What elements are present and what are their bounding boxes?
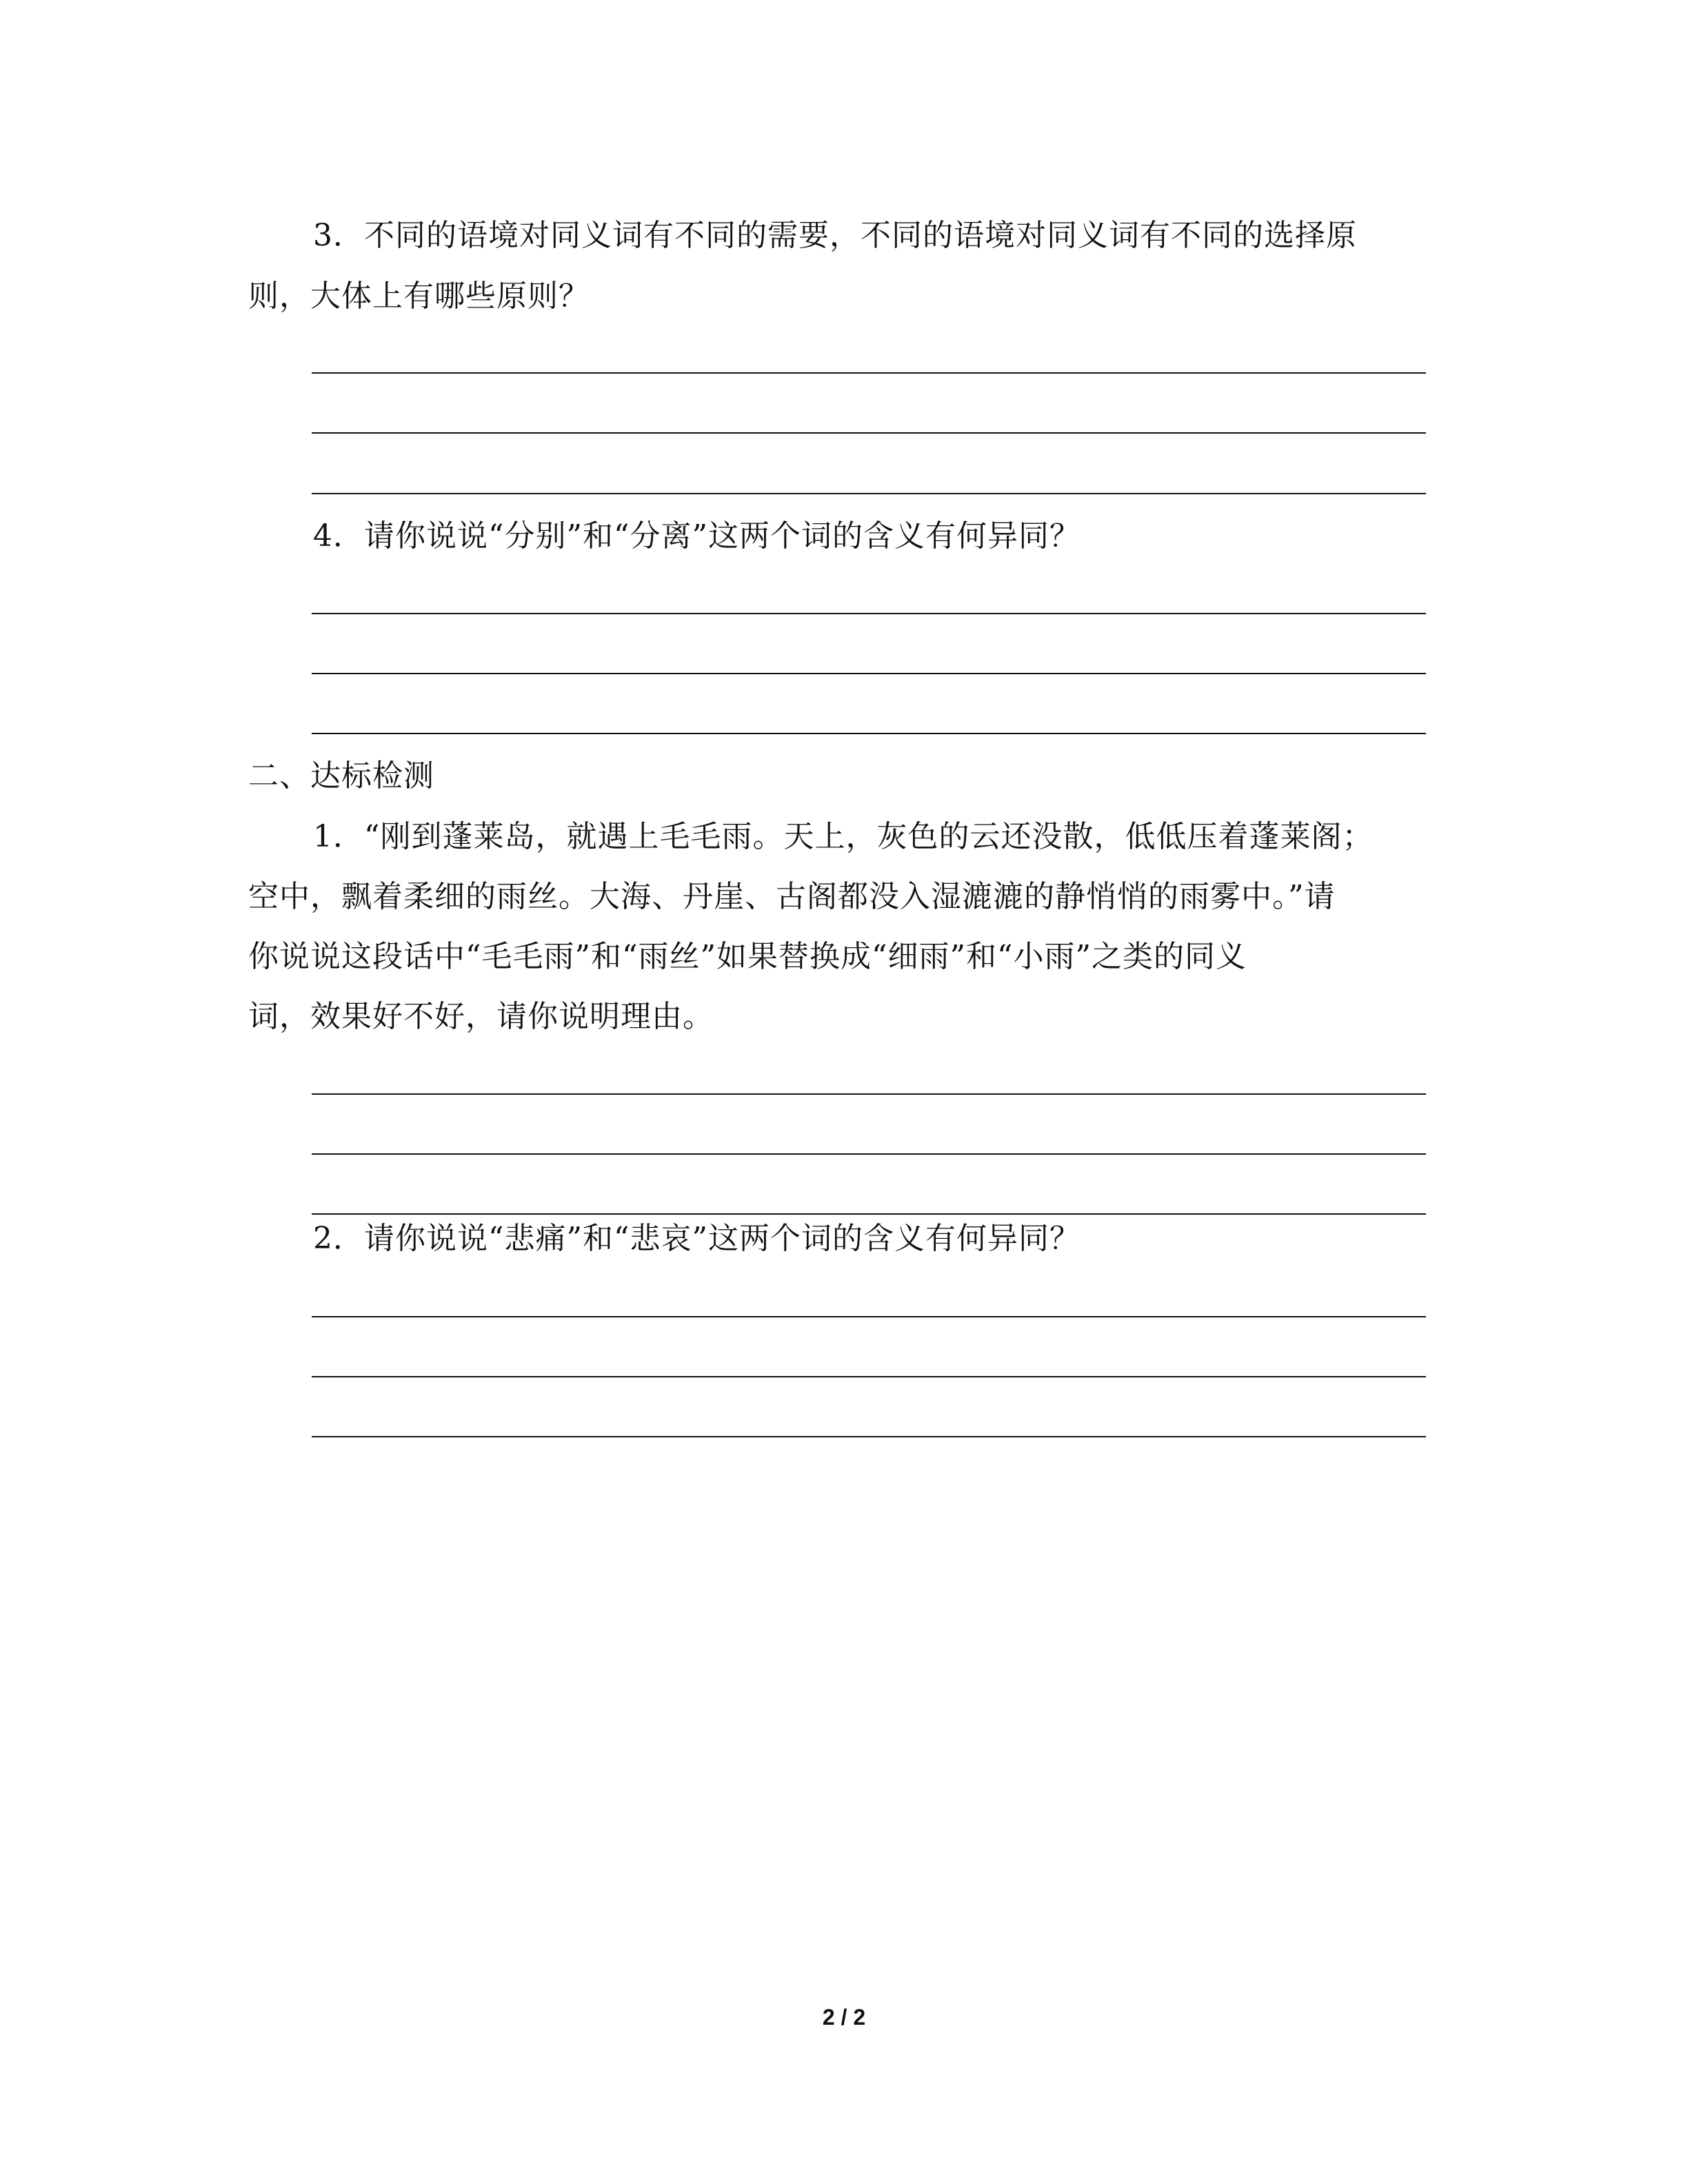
section2-question-1-line-4: 词，效果好不好，请你说明理由。 [248, 999, 714, 1034]
answer-line [312, 1213, 1426, 1215]
section2-question-1-line-3: 你说说这段话中“毛毛雨”和“雨丝”如果替换成“细雨”和“小雨”之类的同义 [248, 939, 1247, 974]
question-3-line-2: 则，大体上有哪些原则？ [248, 279, 590, 314]
answer-line [312, 493, 1426, 494]
question-3-line-1: 3．不同的语境对同义词有不同的需要，不同的语境对同义词有不同的选择原 [313, 218, 1357, 253]
section2-question-1-line-1: 1．“刚到蓬莱岛，就遇上毛毛雨。天上，灰色的云还没散，低低压着蓬莱阁； [313, 819, 1374, 854]
question-4-line-1: 4．请你说说“分别”和“分离”这两个词的含义有何异同？ [313, 518, 1081, 554]
answer-line [312, 1376, 1426, 1377]
section-heading: 二、达标检测 [248, 758, 434, 793]
answer-line [312, 372, 1426, 374]
answer-line [312, 1093, 1426, 1095]
section2-question-2-line-1: 2．请你说说“悲痛”和“悲哀”这两个词的含义有何异同？ [313, 1221, 1081, 1256]
answer-line [312, 1316, 1426, 1317]
answer-line [312, 673, 1426, 674]
page-number: 2 / 2 [822, 2005, 866, 2030]
answer-line [312, 1436, 1426, 1437]
answer-line [312, 613, 1426, 614]
answer-line [312, 1153, 1426, 1155]
answer-line [312, 432, 1426, 434]
answer-line [312, 733, 1426, 734]
section2-question-1-line-2: 空中，飘着柔细的雨丝。大海、丹崖、古阁都没入湿漉漉的静悄悄的雨雾中。”请 [248, 879, 1336, 914]
